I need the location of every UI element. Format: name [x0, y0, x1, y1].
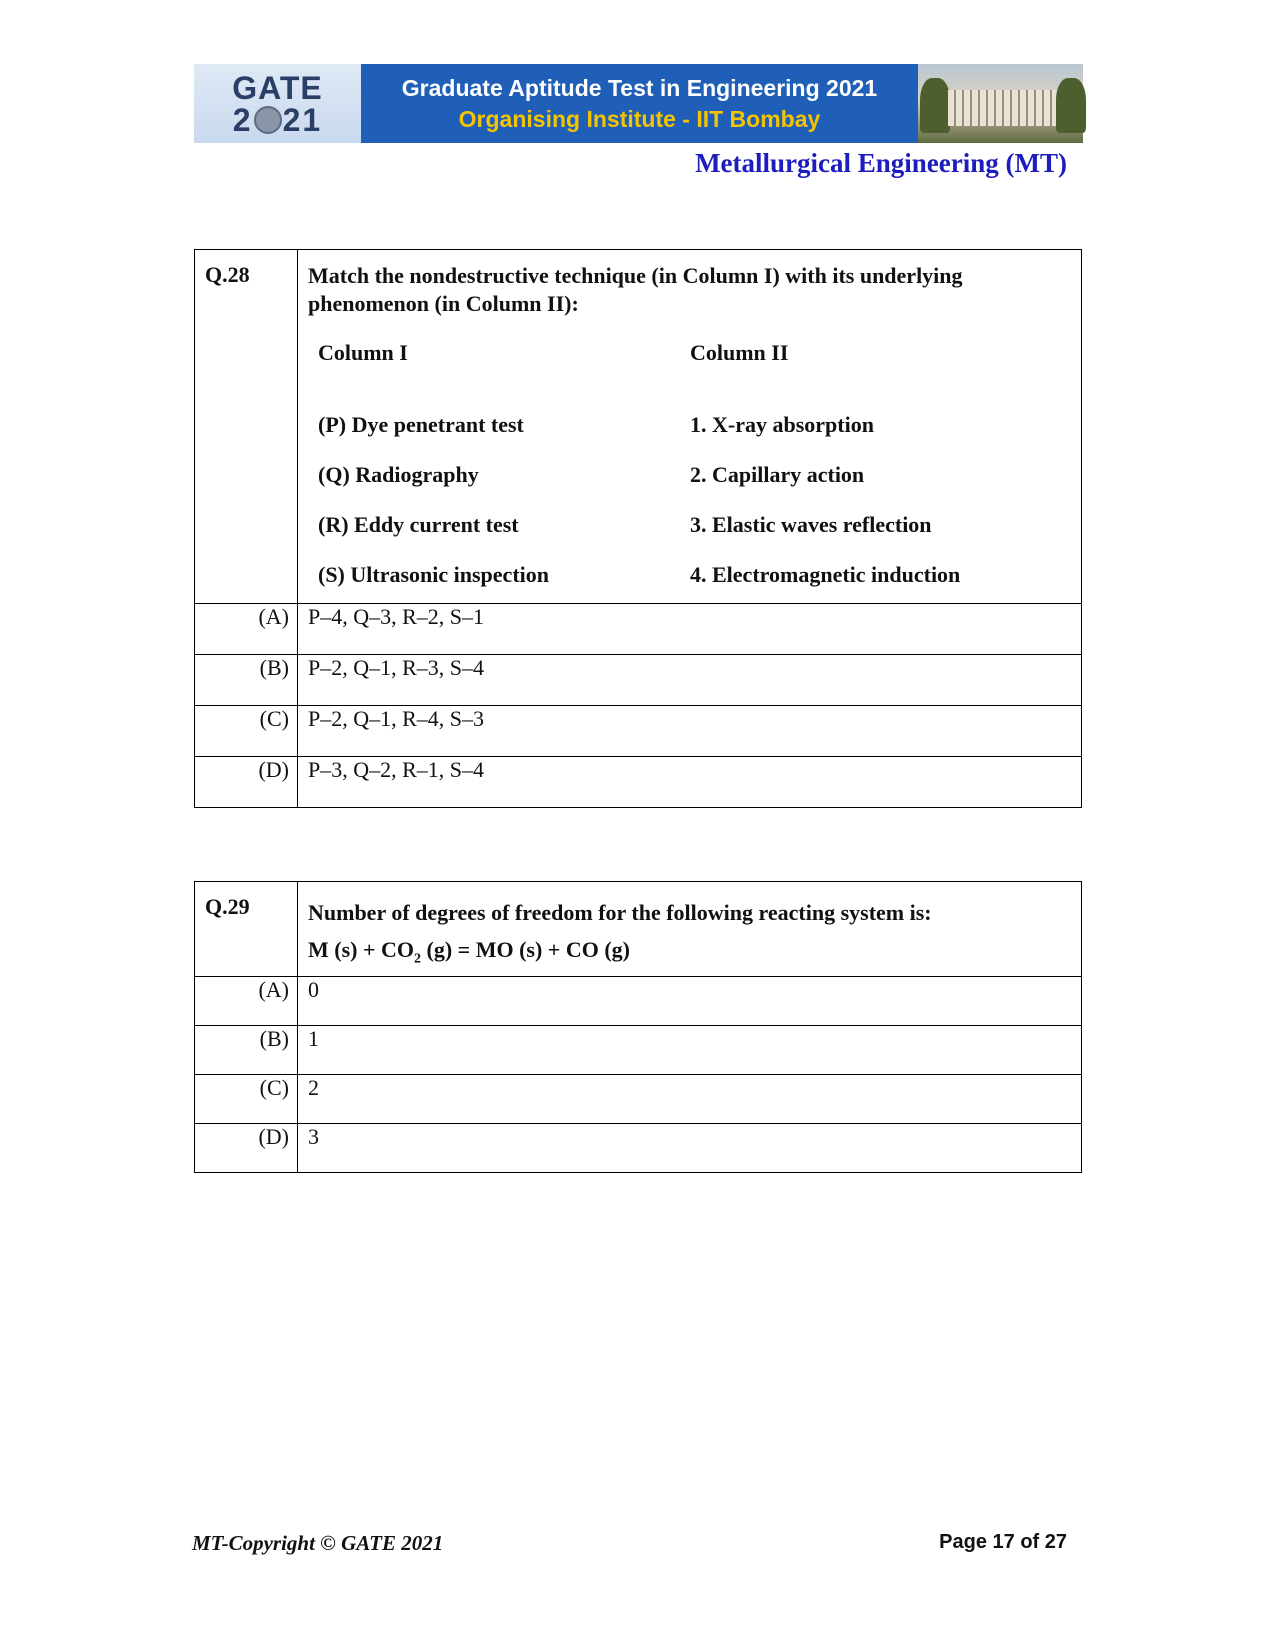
footer-copyright: MT-Copyright © GATE 2021 [192, 1531, 444, 1555]
column-2-item: 1. X-ray absorption [690, 412, 874, 437]
column-2-item: 2. Capillary action [690, 462, 865, 487]
question-body [298, 250, 1082, 604]
option-label: (D) [195, 757, 298, 808]
logo-year-b: 21 [282, 101, 323, 138]
question-text: Match the nondestructive technique (in Column I) with its underlying phenomenon (in Column II): [308, 263, 963, 316]
option-label: (C) [195, 1074, 298, 1123]
banner-title: Graduate Aptitude Test in Engineering 2021 [401, 74, 878, 101]
reaction-equation [308, 931, 1071, 971]
equation-part-b: (g) = MO (s) + CO (g) [421, 937, 630, 963]
answer-option[interactable] [195, 976, 1082, 1025]
option-text: P–2, Q–1, R–4, S–3 [298, 706, 1082, 757]
seal-icon [254, 106, 282, 134]
question-29-table [194, 881, 1082, 1173]
answer-option[interactable] [195, 1025, 1082, 1074]
option-text: 1 [298, 1025, 1082, 1074]
match-columns [308, 339, 1071, 595]
option-text: P–2, Q–1, R–3, S–4 [298, 655, 1082, 706]
answer-option[interactable] [195, 706, 1082, 757]
option-text: 0 [298, 976, 1082, 1025]
column-1-item: (Q) Radiography [318, 462, 479, 487]
logo-year [232, 101, 323, 138]
option-label: (C) [195, 706, 298, 757]
tree-shape [1056, 78, 1086, 133]
option-label: (D) [195, 1123, 298, 1172]
answer-option[interactable] [195, 1074, 1082, 1123]
column-2-header: Column II [690, 340, 789, 365]
answer-option[interactable] [195, 757, 1082, 808]
tree-shape [920, 78, 950, 133]
column-2-item: 4. Electromagnetic induction [690, 562, 961, 587]
column-1-item: (P) Dye penetrant test [318, 412, 524, 437]
page-number: Page 17 of 27 [939, 1531, 1067, 1553]
equation-part-a: M (s) + CO [308, 937, 415, 963]
option-label: (A) [195, 976, 298, 1025]
logo-word: GATE [232, 69, 323, 106]
gate-logo [194, 64, 361, 143]
option-label: (A) [195, 604, 298, 655]
banner-text [361, 64, 918, 143]
option-text: P–4, Q–3, R–2, S–1 [298, 604, 1082, 655]
option-text: P–3, Q–2, R–1, S–4 [298, 757, 1082, 808]
answer-option[interactable] [195, 655, 1082, 706]
header-banner [194, 64, 1083, 143]
question-number: Q.29 [195, 882, 298, 977]
question-number: Q.28 [195, 250, 298, 604]
banner-subtitle: Organising Institute - IIT Bombay [458, 105, 821, 132]
campus-photo [918, 64, 1083, 143]
option-label: (B) [195, 655, 298, 706]
column-1-header: Column I [318, 340, 408, 365]
option-text: 3 [298, 1123, 1082, 1172]
question-text: Number of degrees of freedom for the following reacting system is: [308, 900, 932, 925]
option-label: (B) [195, 1025, 298, 1074]
column-1-item: (R) Eddy current test [318, 512, 519, 537]
option-text: 2 [298, 1074, 1082, 1123]
building-shape [948, 90, 1056, 126]
column-1-item: (S) Ultrasonic inspection [318, 562, 549, 587]
question-28-table [194, 249, 1082, 808]
equation-subscript: 2 [414, 951, 422, 967]
answer-option[interactable] [195, 604, 1082, 655]
subject-title: Metallurgical Engineering (MT) [695, 148, 1067, 178]
question-body [298, 882, 1082, 977]
column-2-item: 3. Elastic waves reflection [690, 512, 932, 537]
answer-option[interactable] [195, 1123, 1082, 1172]
logo-year-a: 2 [232, 101, 253, 138]
